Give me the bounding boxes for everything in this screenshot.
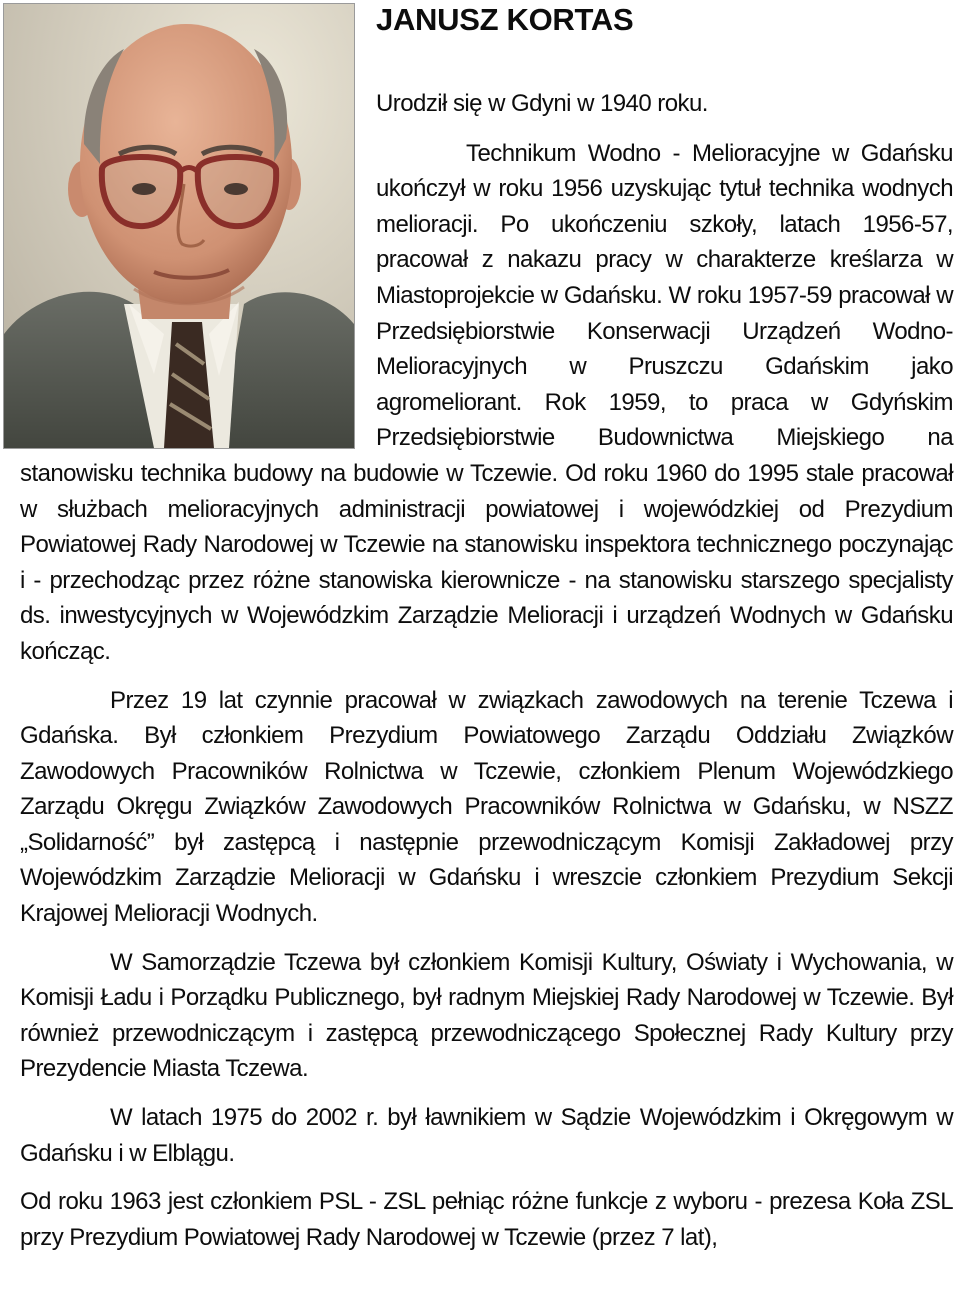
page-title: JANUSZ KORTAS (376, 2, 634, 37)
paragraph-unions: Przez 19 lat czynnie pracował w związkach zawodowych na terenie Tczewa i Gdańska. Był członkiem Prezydium Powiatowego Zarządu Oddziału Związków Zawodowych Pracowników Rolnictwa w Tczewie, członkiem Plenum Wojewódzkiego Zarządu Okręgu Związków Zawodowych Pracowników Rolnictwa w Gdańsku, w NSZZ „Solidarność” był zastępcą i następnie przewodniczącym Komisji Zakładowej przy Wojewódzkim Zarządzie Melioracji w Gdańsku i wreszcie członkiem Prezydium Sekcji Krajowej Melioracji Wodnych. (20, 686, 953, 928)
paragraph-court: W latach 1975 do 2002 r. był ławnikiem w Sądzie Wojewódzkim i Okręgowym w Gdańsku i w Elblągu. (20, 1104, 953, 1167)
paragraph-career: Technikum Wodno - Melioracyjne w Gdańsku ukończył w roku 1956 uzyskując tytuł technika wodnych melioracji. Po ukończeniu szkoły, latach 1956-57, pracował z nakazu pracy w charakterze kreślarza w Miastoprojekcie w Gdańsku. W roku 1957-59 pracował w Przedsiębiorstwie Konserwacji Urządzeń Wodno-Melioracyjnych w Pruszczu Gdańskim jako agromeliorant. Rok 1959, to praca w Gdyńskim Przedsiębiorstwie Budownictwa Miejskiego na stanowisku technika budowy na budowie w Tczewie. Od roku 1960 do 1995 stale pracował w służbach melioracyjnych administracji powiatowej i wojewódzkiej od Prezydium Powiatowej Rady Narodowej w Tczewie na stanowisku inspektora technicznego poczynając i - przechodząc przez różne stanowiska kierownicze - na stanowisku starszego specjalisty ds. inwestycyjnych w Wojewódzkim Zarządzie Melioracji i urządzeń Wodnych w Gdańsku kończąc. (20, 139, 953, 665)
paragraph-born: Urodził się w Gdyni w 1940 roku. (376, 90, 708, 117)
biography-text (20, 86, 953, 1255)
paragraph-council: W Samorządzie Tczewa był członkiem Komisji Kultury, Oświaty i Wychowania, w Komisji Ładu i Porządku Publicznego, był radnym Miejskiej Rady Narodowej w Tczewie. Był również przewodniczącym i zastępcą przewodniczącego Społecznej Rady Kultury przy Prezydencie Miasta Tczewa. (20, 948, 953, 1083)
photo-wrap-spacer (20, 86, 376, 450)
paragraph-psl: Od roku 1963 jest członkiem PSL - ZSL pełniąc różne funkcje z wyboru - prezesa Koła ZSL przy Prezydium Powiatowej Rady Narodowej w Tczewie (przez 7 lat), (20, 1188, 953, 1251)
